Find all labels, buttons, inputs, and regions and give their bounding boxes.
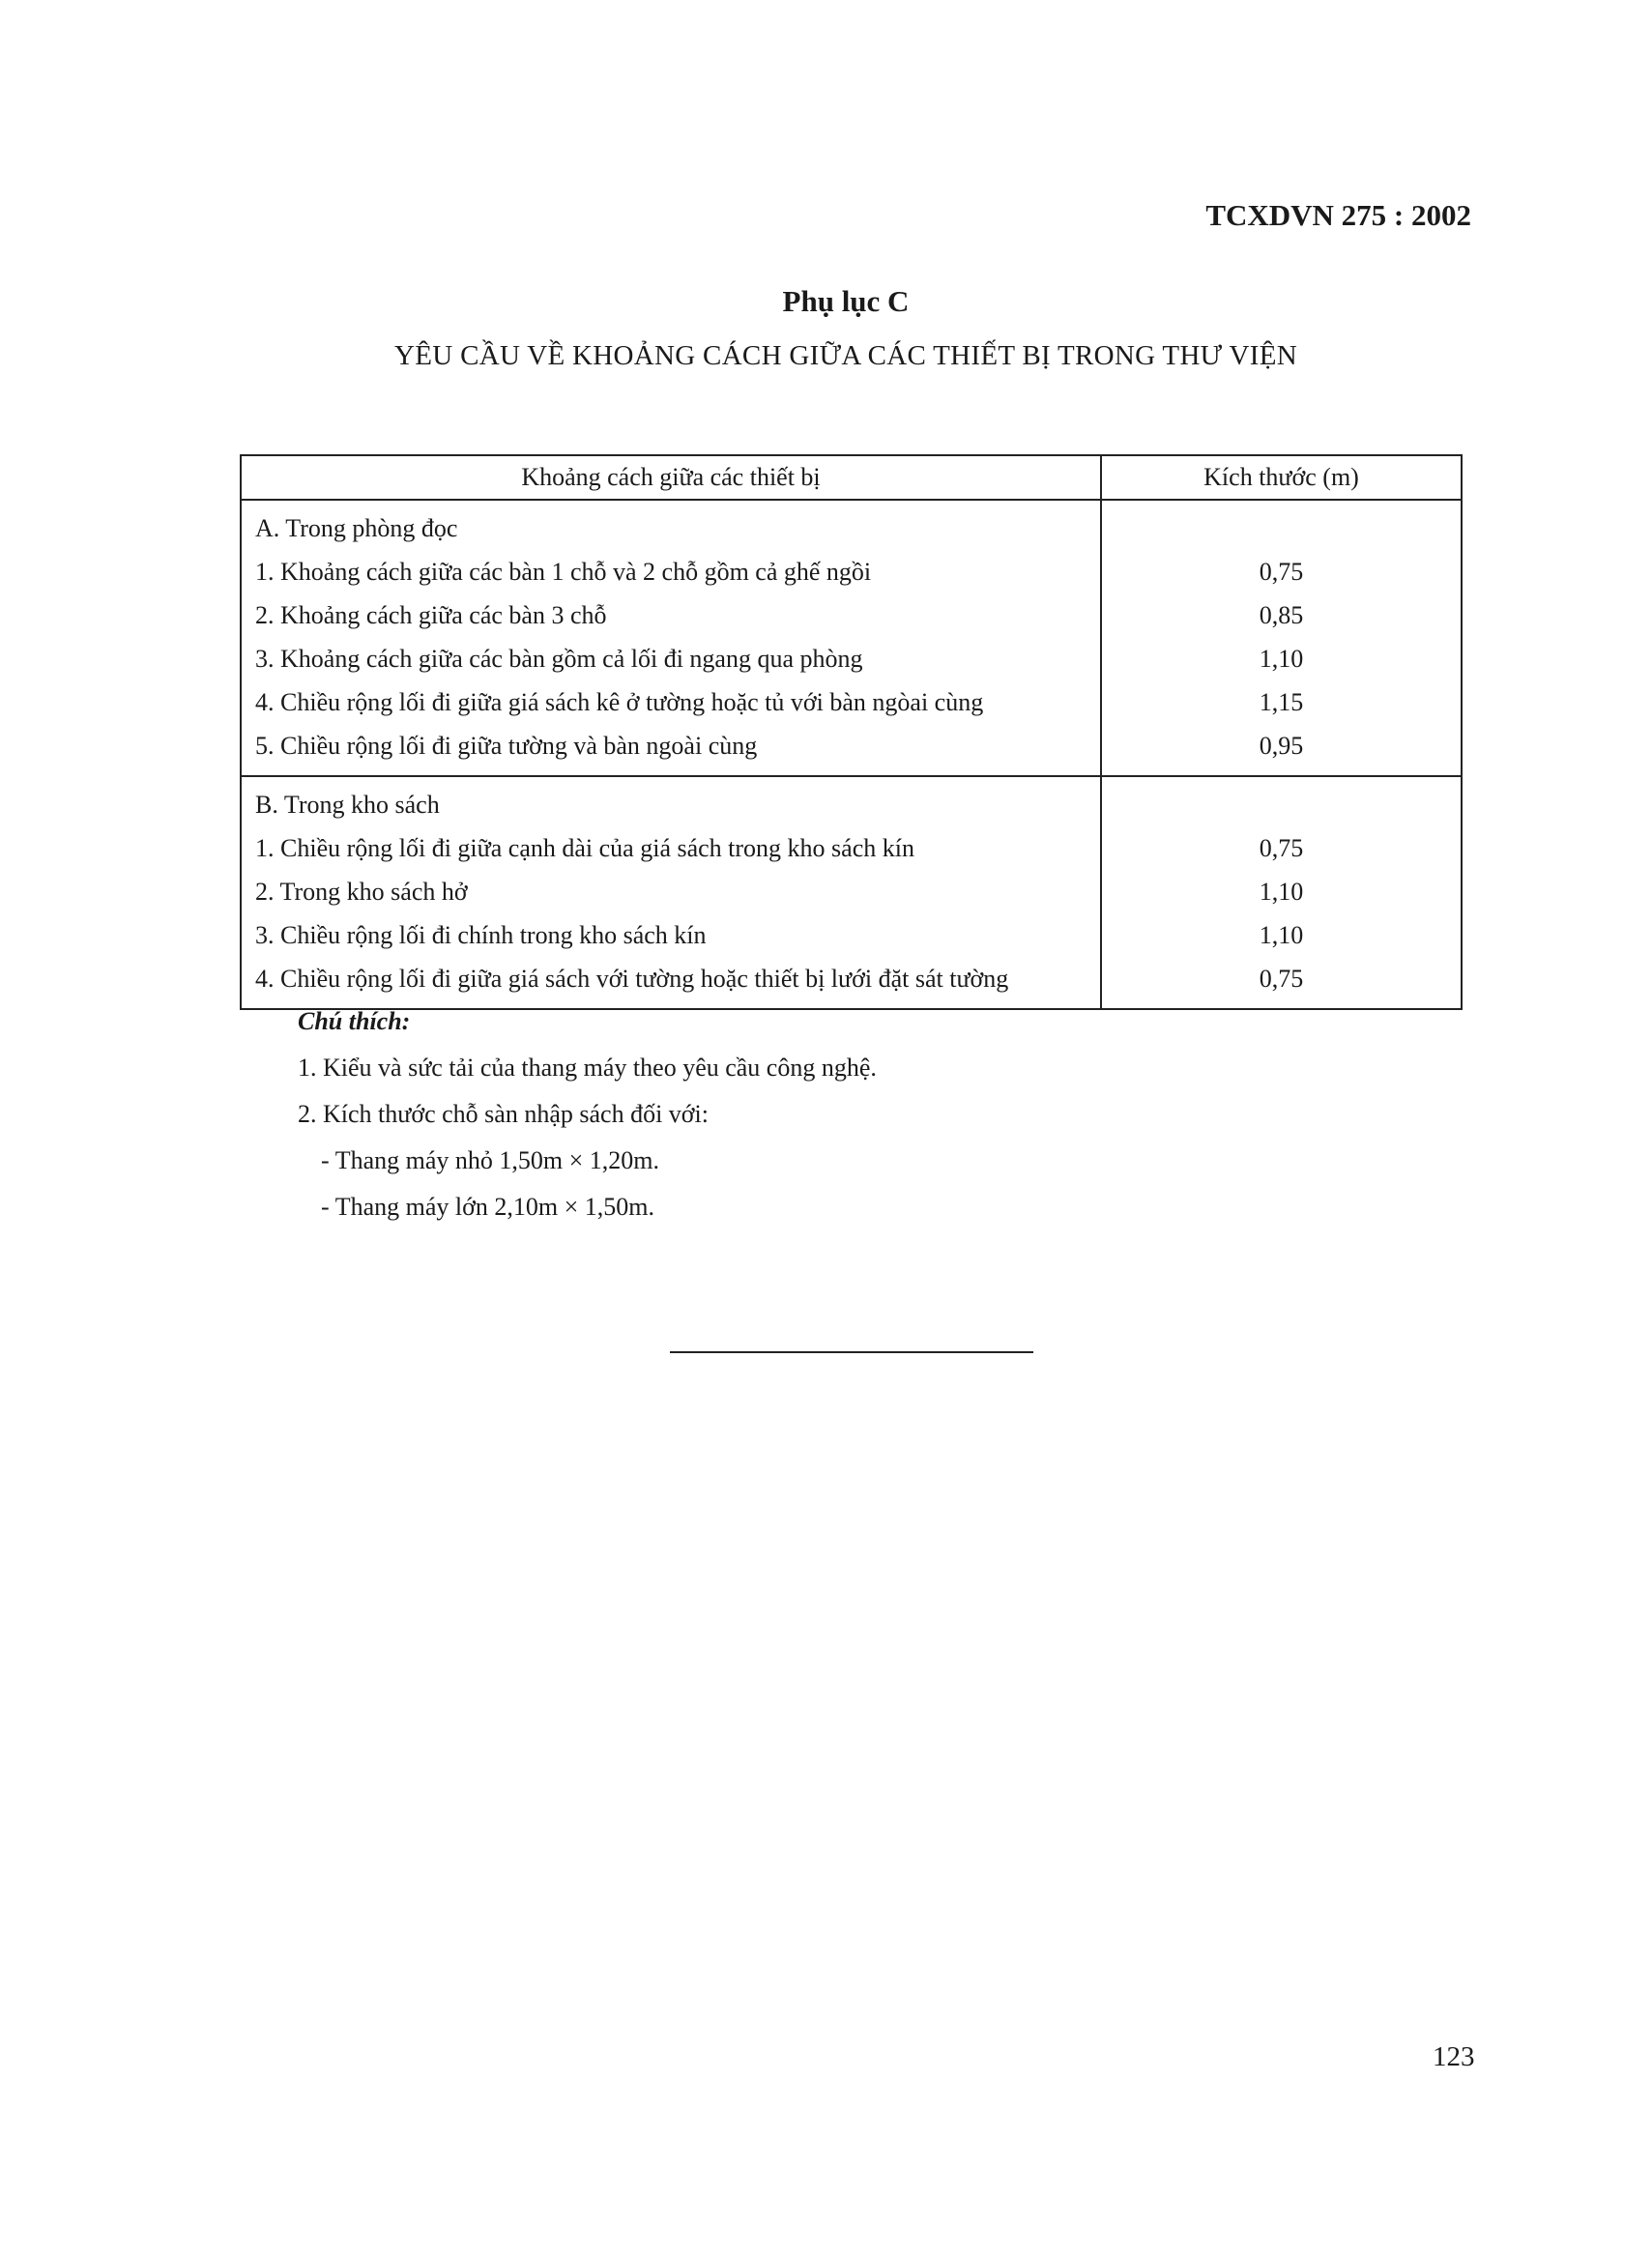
- section-heading: A. Trong phòng đọc: [255, 514, 458, 542]
- section-a-values: [1101, 500, 1462, 776]
- end-divider: [670, 1351, 1033, 1353]
- section-b-values: [1101, 776, 1462, 1009]
- row-value: 1,10: [1259, 645, 1304, 673]
- appendix-subtitle: YÊU CẦU VỀ KHOẢNG CÁCH GIỮA CÁC THIẾT BỊ TRONG THƯ VIỆN: [394, 340, 1297, 371]
- page-number: 123: [1433, 2041, 1475, 2072]
- column-header-size: Kích thước (m): [1101, 455, 1462, 500]
- row-value: 1,10: [1259, 878, 1304, 906]
- notes: [298, 998, 877, 1230]
- row-value: 0,85: [1259, 601, 1304, 629]
- row-label: 2. Khoảng cách giữa các bàn 3 chỗ: [255, 601, 607, 629]
- column-header-description: Khoảng cách giữa các thiết bị: [241, 455, 1101, 500]
- row-label: 1. Khoảng cách giữa các bàn 1 chỗ và 2 chỗ gồm cả ghế ngồi: [255, 558, 872, 586]
- row-label: 3. Chiều rộng lối đi chính trong kho sách kín: [255, 921, 707, 949]
- section-heading: B. Trong kho sách: [255, 791, 440, 819]
- row-label: 4. Chiều rộng lối đi giữa giá sách với tường hoặc thiết bị lưới đặt sát tường: [255, 965, 1009, 993]
- row-value: 0,75: [1259, 558, 1304, 586]
- standard-code: TCXDVN 275 : 2002: [1205, 198, 1471, 232]
- row-value: 1,10: [1259, 921, 1304, 949]
- table-section-a: [241, 500, 1462, 776]
- row-value: 0,75: [1259, 834, 1304, 862]
- appendix-title: Phụ lục C: [782, 284, 910, 318]
- row-label: 4. Chiều rộng lối đi giữa giá sách kê ở tường hoặc tủ với bàn ngòai cùng: [255, 688, 984, 716]
- note-item: 2. Kích thước chỗ sàn nhập sách đối với:: [298, 1100, 710, 1128]
- note-sub-item: - Thang máy nhỏ 1,50m × 1,20m.: [321, 1146, 659, 1174]
- row-label: 3. Khoảng cách giữa các bàn gồm cả lối đi ngang qua phòng: [255, 645, 863, 673]
- table-section-b: [241, 776, 1462, 1009]
- spacing-table: [240, 454, 1463, 1010]
- section-b-labels: [241, 776, 1101, 1009]
- row-value: 0,75: [1259, 965, 1304, 993]
- row-label: 1. Chiều rộng lối đi giữa cạnh dài của giá sách trong kho sách kín: [255, 834, 914, 862]
- notes-title: Chú thích:: [298, 1007, 411, 1035]
- note-item: 1. Kiểu và sức tải của thang máy theo yêu cầu công nghệ.: [298, 1054, 877, 1082]
- table-header-row: [241, 455, 1462, 500]
- row-label: 5. Chiều rộng lối đi giữa tường và bàn ngoài cùng: [255, 732, 758, 760]
- row-value: 0,95: [1259, 732, 1304, 760]
- row-value: 1,15: [1259, 688, 1304, 716]
- section-a-labels: [241, 500, 1101, 776]
- row-label: 2. Trong kho sách hở: [255, 878, 468, 906]
- note-sub-item: - Thang máy lớn 2,10m × 1,50m.: [321, 1193, 654, 1221]
